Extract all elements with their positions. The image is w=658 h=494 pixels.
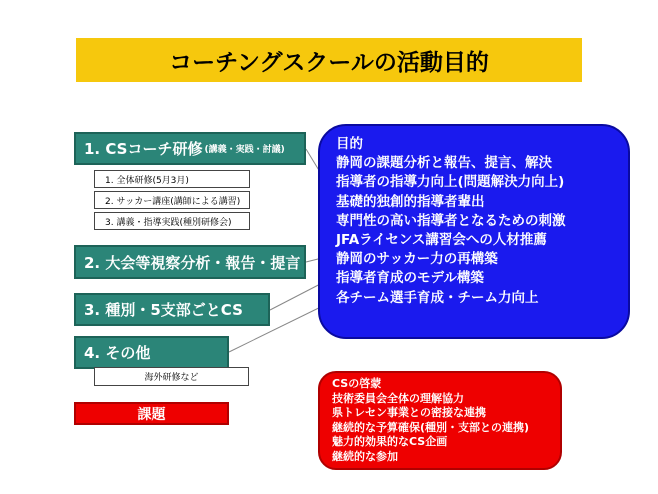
training-item: 2. サッカー講座(講師による講習)	[94, 191, 250, 209]
issue-item: 魅力的効果的なCS企画	[332, 435, 448, 448]
issues-box	[318, 371, 562, 470]
issue-item: 技術委員会全体の理解協力	[332, 391, 464, 405]
issues-heading: CSの啓蒙	[332, 377, 382, 390]
purpose-item: 基礎的独創的指導者輩出	[336, 193, 485, 210]
purpose-item: 指導者の指導力向上(問題解決力向上)	[336, 174, 565, 191]
purpose-item: 各チーム選手育成・チーム力向上	[336, 289, 539, 306]
purpose-item: JFAライセンス講習会への人材推薦	[336, 232, 547, 249]
activity-label: 2. 大会等視察分析・報告・提言	[84, 253, 301, 272]
training-item: 1. 全体研修(5月3月)	[94, 170, 250, 188]
purpose-item: 静岡のサッカー力の再構築	[336, 251, 498, 268]
issues-label: 課題	[74, 402, 229, 425]
other-item: 海外研修など	[94, 367, 249, 386]
purpose-heading: 目的	[336, 136, 363, 152]
activity-label: 3. 種別・5支部ごとCS	[84, 301, 243, 319]
issue-item: 県トレセン事業との密接な連携	[332, 406, 486, 419]
purpose-item: 静岡の課題分析と報告、提言、解決	[336, 155, 552, 172]
issue-item: 継続的な予算確保(種別・支部との連携)	[332, 420, 530, 434]
issue-item: 継続的な参加	[332, 449, 398, 463]
page-title: コーチングスクールの活動目的	[76, 38, 582, 82]
activity-label: 1. CSコーチ研修	[84, 140, 203, 158]
purpose-item: 指導者育成のモデル構築	[336, 270, 484, 287]
activity-other	[74, 336, 229, 369]
purpose-box	[318, 124, 630, 339]
activity-sublabel: (講義・実践・討議)	[204, 145, 285, 155]
activity-tournament-analysis	[74, 245, 306, 279]
purpose-item: 専門性の高い指導者となるための刺激	[336, 212, 566, 229]
activity-label: 4. その他	[84, 344, 151, 362]
activity-cs-coach-training	[74, 132, 306, 165]
training-item: 3. 講義・指導実践(種別研修会)	[94, 212, 250, 230]
activity-category-branch-cs	[74, 293, 270, 326]
